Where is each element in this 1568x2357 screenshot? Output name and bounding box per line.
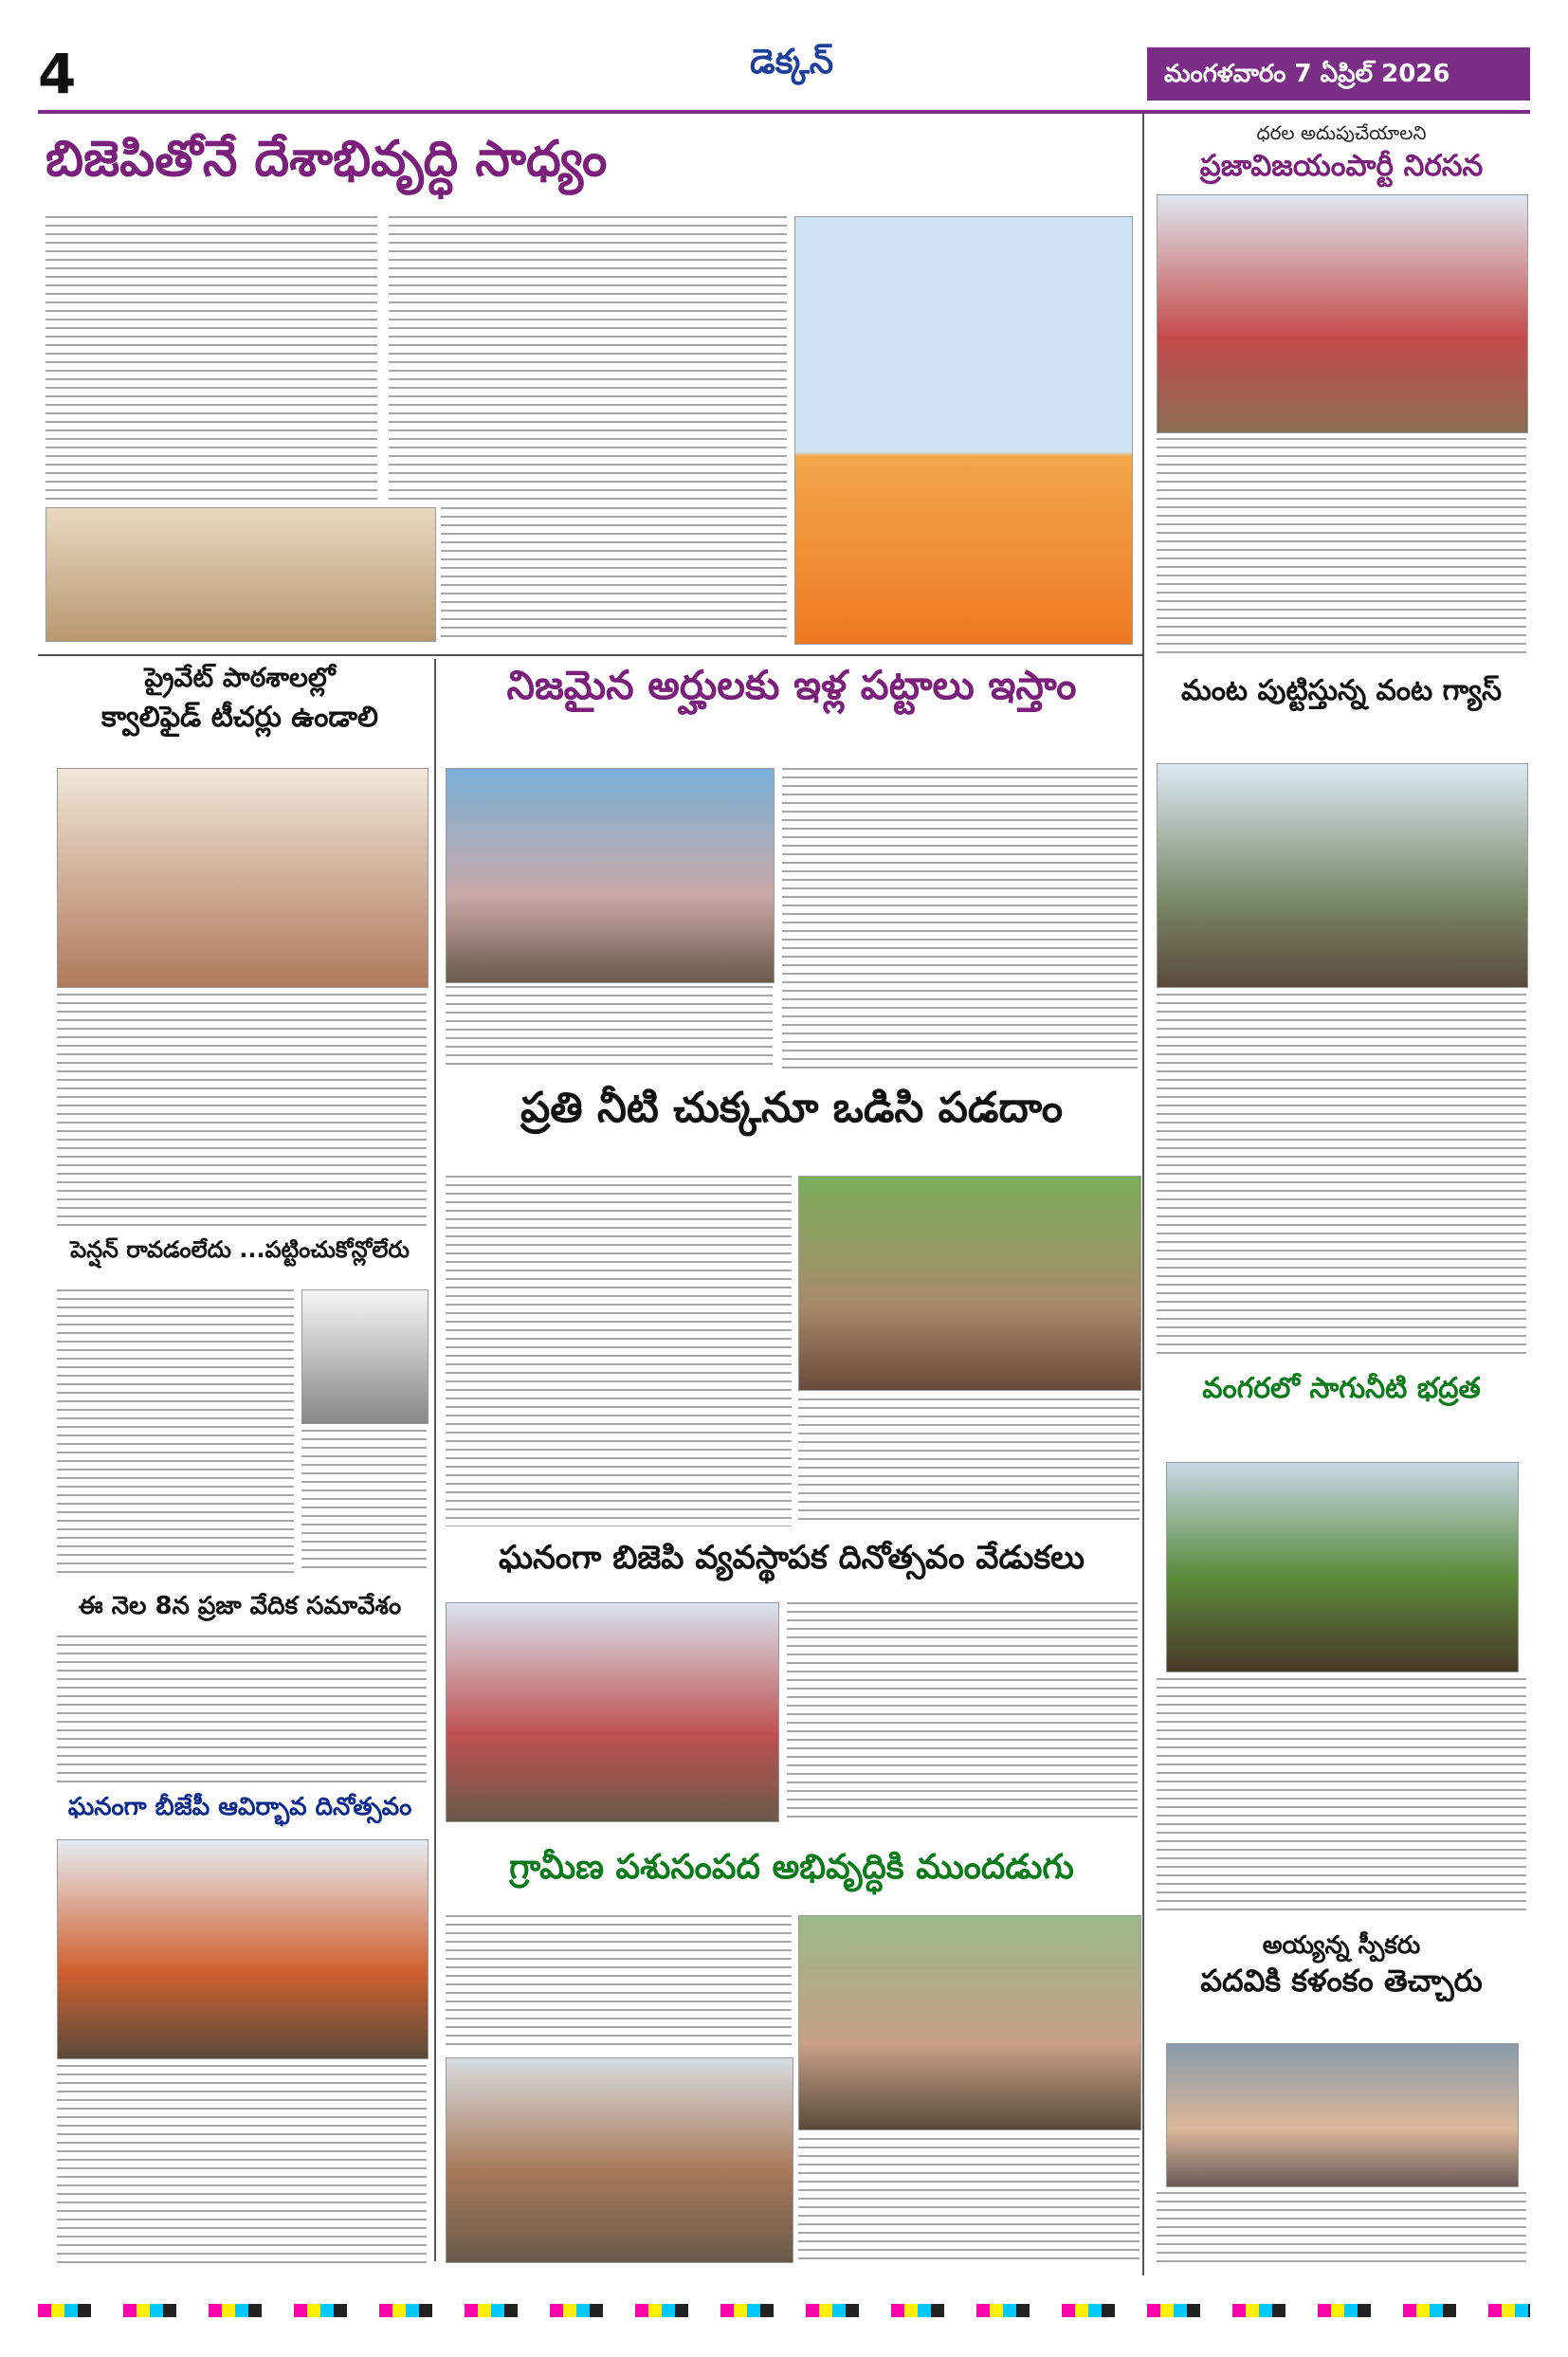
news-photo xyxy=(446,1602,779,1822)
text-block xyxy=(57,2065,427,2264)
news-photo xyxy=(1166,1462,1519,1672)
headline-a2: ప్రజావిజయంపార్టీ నిరసన xyxy=(1199,149,1484,183)
color-registration-strip xyxy=(38,2304,1530,2317)
kicker-a3: ప్రైవేట్ పాఠశాలల్లో xyxy=(144,662,336,693)
text-block xyxy=(57,1635,427,1787)
news-photo xyxy=(1157,194,1528,433)
news-photo xyxy=(446,768,775,983)
text-block xyxy=(1157,438,1526,656)
news-photo xyxy=(446,2057,793,2263)
headline-a7: పెన్షన్ రావడంలేదు ...పట్టించుకోన్లోలేరు xyxy=(70,1236,410,1263)
text-block xyxy=(798,2138,1140,2261)
news-photo xyxy=(57,1839,428,2059)
text-block xyxy=(1157,994,1526,1354)
logo-text: డెక్కన్ xyxy=(749,43,834,82)
text-block xyxy=(1157,1678,1526,1915)
news-photo xyxy=(798,1176,1141,1391)
headline-a5: మంట పుట్టిస్తున్న వంట గ్యాస్ xyxy=(1180,674,1503,707)
headline-a4: నిజమైన అర్హులకు ఇళ్ల పట్టాలు ఇస్తాం xyxy=(506,662,1077,708)
news-photo xyxy=(1157,763,1528,988)
text-block xyxy=(441,507,787,640)
text-block xyxy=(446,1176,792,1526)
text-block xyxy=(782,768,1138,1071)
newspaper-logo xyxy=(720,44,863,100)
headline-a9: ఘనంగా బిజెపి వ్యవస్థాపక దినోత్సవం వేడుకలు xyxy=(498,1539,1085,1577)
column-divider xyxy=(434,659,436,2261)
headline-a11: ఘనంగా బీజేపీ ఆవిర్భావ దినోత్సవం xyxy=(67,1793,412,1821)
text-block xyxy=(446,1915,792,2048)
column-divider xyxy=(1142,114,1144,2275)
text-block xyxy=(57,994,427,1226)
page-header xyxy=(38,38,1530,114)
headline-a3: క్వాలిఫైడ్ టీచర్లు ఉండాలి xyxy=(100,701,379,734)
date-banner: మంగళవారం 7 ఏప్రిల్ 2026 xyxy=(1147,47,1530,100)
text-block xyxy=(389,216,787,501)
news-photo xyxy=(301,1289,428,1424)
news-photo xyxy=(46,507,436,642)
text-block xyxy=(787,1602,1138,1820)
text-block xyxy=(301,1430,427,1572)
text-block xyxy=(1157,2192,1526,2268)
news-photo xyxy=(798,1915,1141,2130)
news-photo xyxy=(1166,2043,1519,2187)
headline-a10: ఈ నెల 8న ప్రజా వేదిక సమావేశం xyxy=(78,1592,402,1620)
page-number: 4 xyxy=(38,42,77,106)
headline-a6: ప్రతి నీటి చుక్కనూ ఒడిసి పడదాం xyxy=(520,1084,1064,1132)
section-divider xyxy=(38,654,1142,656)
kicker-a2: ధరల అదుపుచేయాలని xyxy=(1256,121,1427,144)
news-photo xyxy=(794,216,1133,645)
text-block xyxy=(57,1289,294,1574)
text-block xyxy=(446,986,773,1071)
headline-a12: పదవికి కళంకం తెచ్చారు xyxy=(1200,1963,1483,1999)
text-block xyxy=(46,216,377,501)
text-block xyxy=(798,1398,1140,1526)
headline-a13: గ్రామీణ పశుసంపద అభివృద్ధికి ముందడుగు xyxy=(509,1848,1074,1887)
headline-a8: వంగరలో సాగునీటి భద్రత xyxy=(1202,1372,1481,1405)
headline-a1: బిజెపితోనే దేశాభివృద్ధి సాధ్యం xyxy=(46,131,608,188)
kicker-a12: అయ్యన్న స్పీకరు xyxy=(1262,1931,1421,1960)
news-photo xyxy=(57,768,428,988)
